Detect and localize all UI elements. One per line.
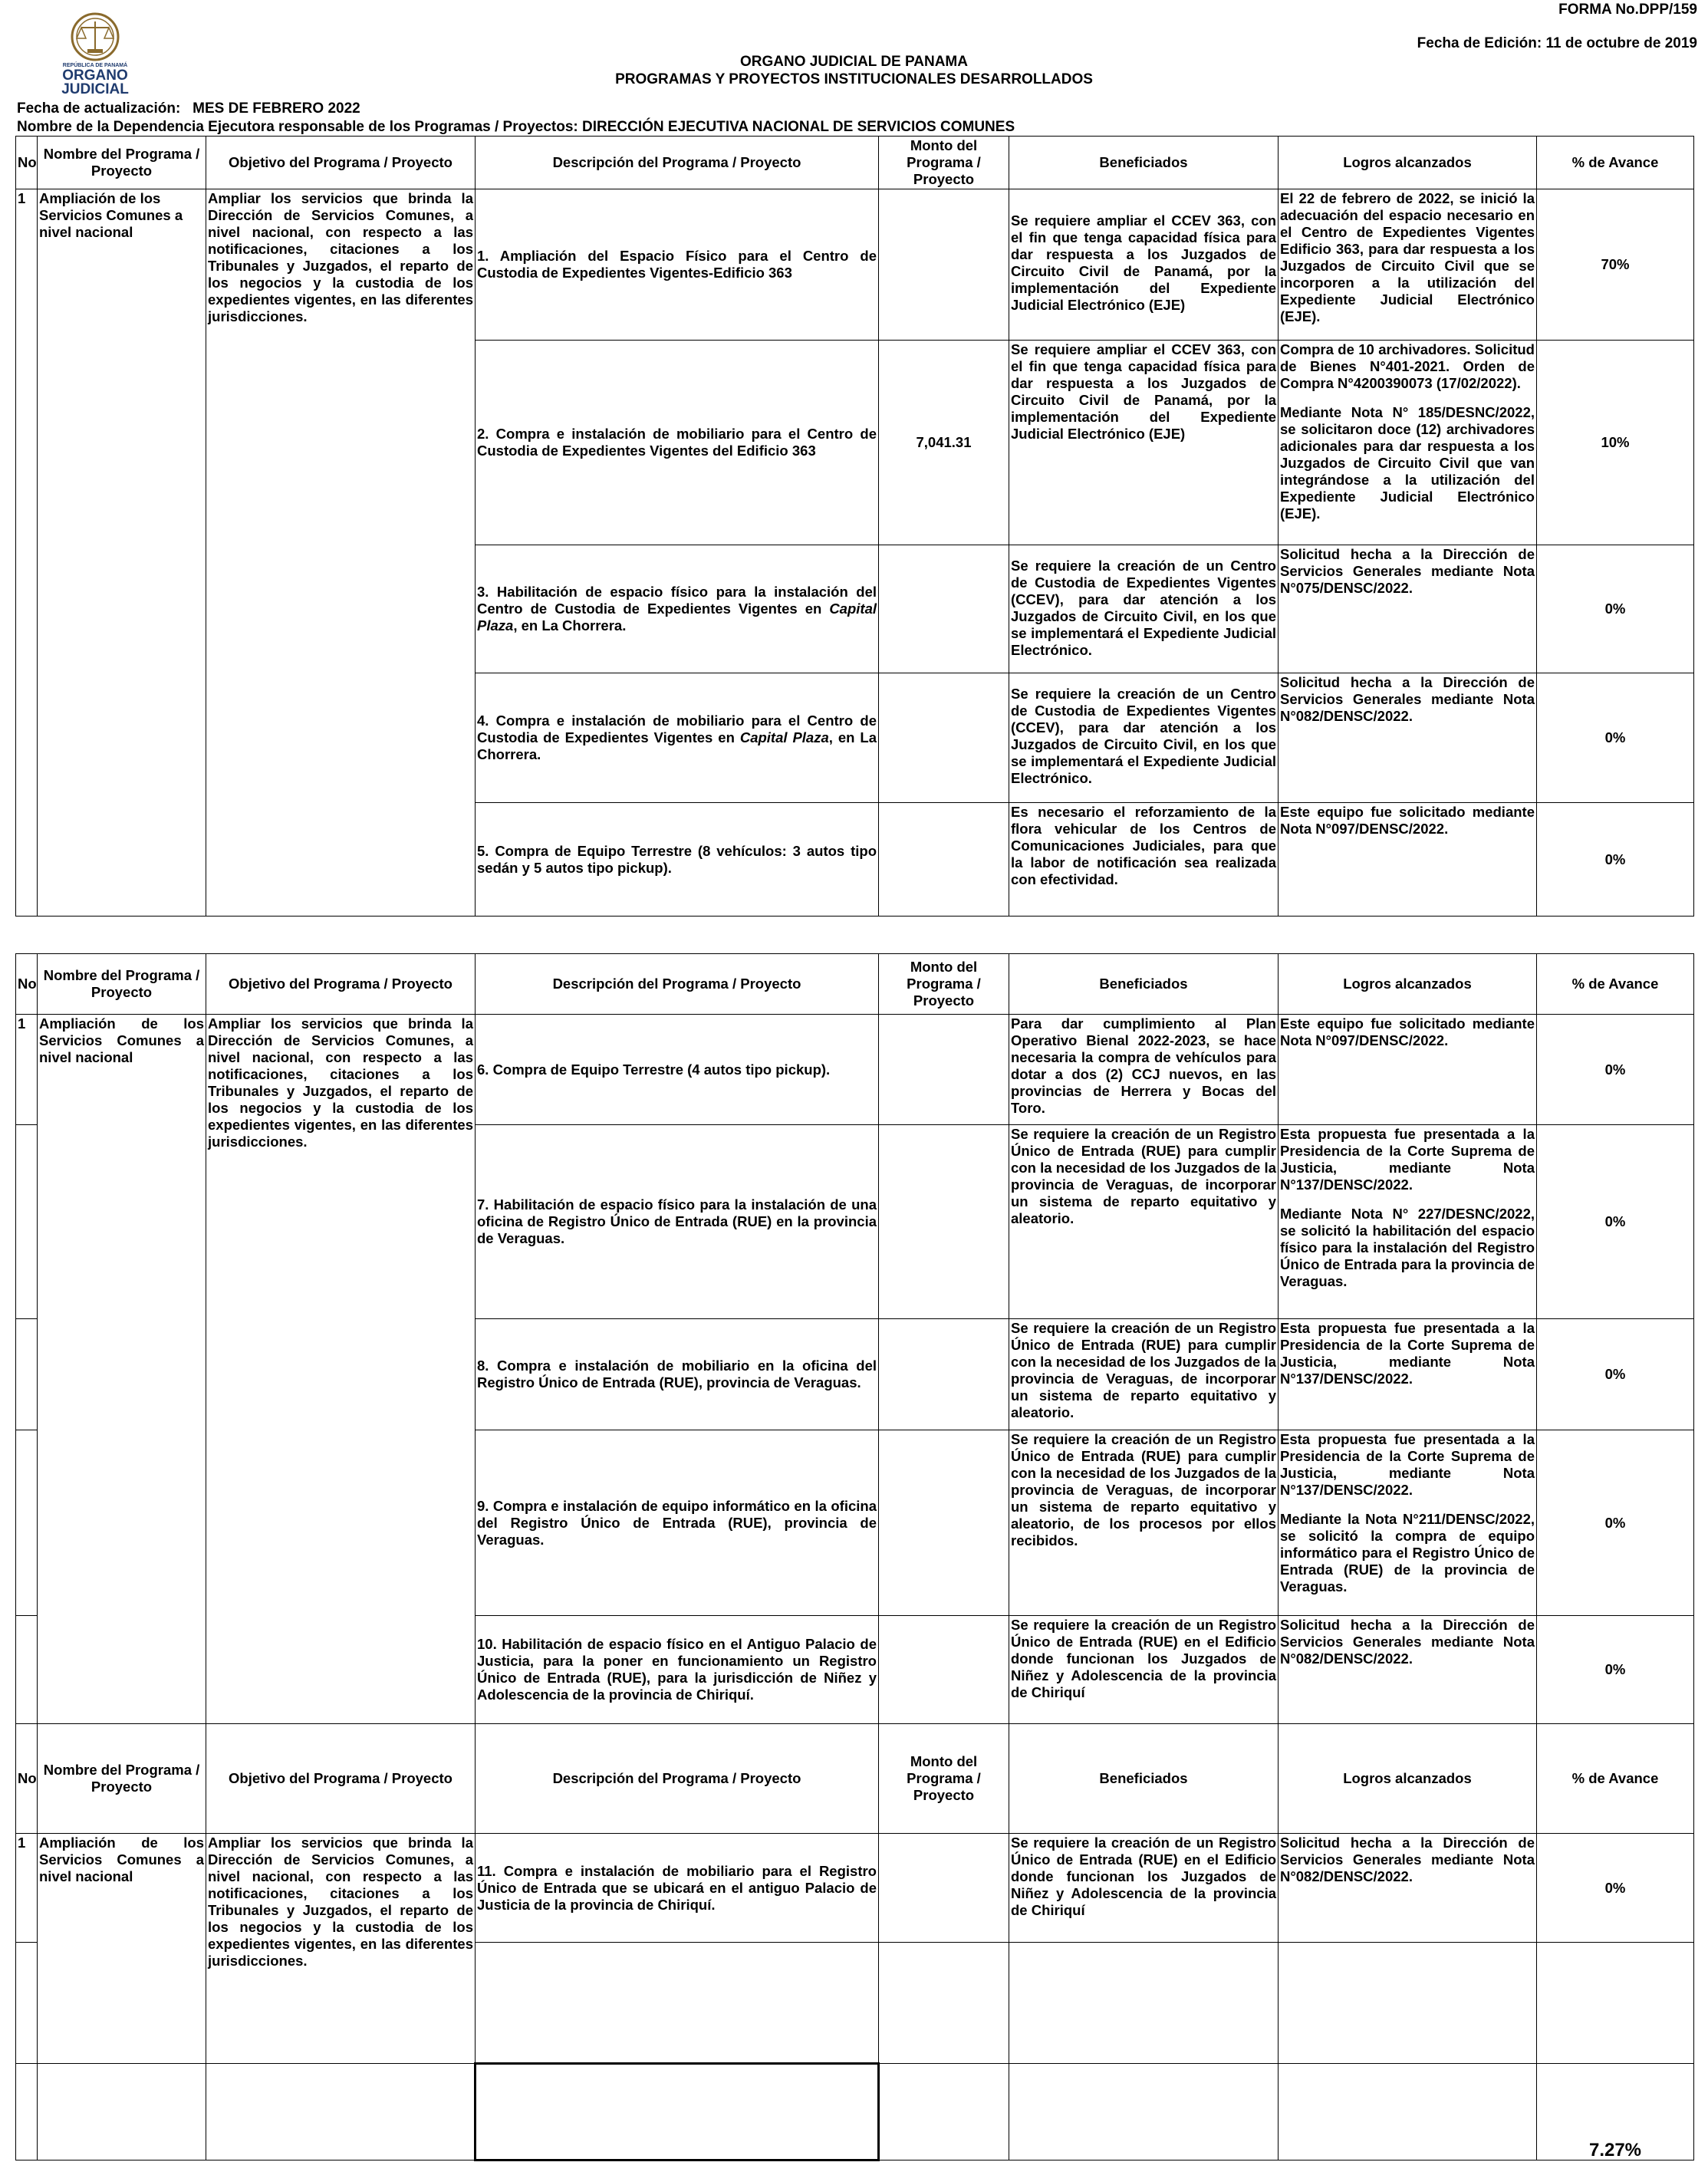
edition-date: Fecha de Edición: 11 de octubre de 2019 bbox=[1417, 35, 1697, 51]
form-code: FORMA No.DPP/159 bbox=[1558, 2, 1697, 18]
empty-cell bbox=[1537, 1943, 1694, 2064]
program-no: 1 bbox=[16, 1015, 38, 1125]
empty-cell bbox=[476, 2064, 879, 2160]
row-beneficiaries: Se requiere la creación de un Centro de Custodia de Expedientes Vigentes (CCEV), para dar atención a los Juzgados de Circuito Civil, en los que se implementará el Expediente Judicial Electrónico. bbox=[1009, 673, 1279, 803]
achievement-text: Compra de 10 archivadores. Solicitud de Bienes N°401-2021. Orden de Compra N°4200390073 (17/02/2022). bbox=[1280, 341, 1535, 391]
desc-text: 3. Habilitación de espacio físico para la instalación del Centro de Custodia de Expedientes Vigentes en bbox=[477, 584, 877, 617]
row-beneficiaries: Se requiere la creación de un Registro Único de Entrada (RUE) para cumplir con la necesidad de los Juzgados de la provincia de Veraguas, de incorporar un sistema de reparto equitativo y aleatorio, de los procesos por ellos recibidos. bbox=[1009, 1430, 1279, 1616]
row-beneficiaries: Se requiere ampliar el CCEV 363, con el fin que tenga capacidad física para dar respuesta a los Juzgados de Circuito Civil de Panamá, por la implementación del Expediente Judicial Electrónico (EJE) bbox=[1009, 189, 1279, 341]
row-amount bbox=[879, 1125, 1009, 1319]
col-name: Nombre del Programa / Proyecto bbox=[38, 1724, 206, 1834]
logo-word-1: ORGANO bbox=[62, 67, 128, 84]
row-progress: 0% bbox=[1537, 1616, 1694, 1724]
empty-cell bbox=[16, 1125, 38, 1319]
row-beneficiaries: Se requiere ampliar el CCEV 363, con el fin que tenga capacidad física para dar respuesta a los Juzgados de Circuito Civil de Panamá, por la implementación del Expediente Judicial Electrónico (EJE) bbox=[1009, 341, 1279, 545]
row-achievements: Solicitud hecha a la Dirección de Servicios Generales mediante Nota N°082/DENSC/2022. bbox=[1279, 673, 1537, 803]
empty-cell bbox=[16, 1616, 38, 1724]
program-no: 1 bbox=[16, 1834, 38, 1943]
row-description: 5. Compra de Equipo Terrestre (8 vehículos: 3 autos tipo sedán y 5 autos tipo pickup). bbox=[476, 803, 879, 917]
desc-place: Capital Plaza bbox=[739, 729, 829, 745]
empty-cell bbox=[38, 2064, 206, 2160]
col-amount: Monto del Programa / Proyecto bbox=[879, 954, 1009, 1015]
row-progress: 0% bbox=[1537, 1125, 1694, 1319]
col-achievements: Logros alcanzados bbox=[1279, 1724, 1537, 1834]
row-amount bbox=[879, 1015, 1009, 1125]
program-no: 1 bbox=[16, 189, 38, 917]
col-description: Descripción del Programa / Proyecto bbox=[476, 1724, 879, 1834]
update-date bbox=[17, 100, 360, 117]
row-description bbox=[476, 545, 879, 673]
table-row bbox=[16, 1834, 1694, 1943]
col-no: No bbox=[16, 1724, 38, 1834]
header-row bbox=[16, 137, 1694, 189]
row-achievements: Solicitud hecha a la Dirección de Servicios Generales mediante Nota N°075/DENSC/2022. bbox=[1279, 545, 1537, 673]
col-description: Descripción del Programa / Proyecto bbox=[476, 137, 879, 189]
row-description: 2. Compra e instalación de mobiliario para el Centro de Custodia de Expedientes Vigentes del Edificio 363 bbox=[476, 341, 879, 545]
col-objective: Objetivo del Programa / Proyecto bbox=[206, 954, 476, 1015]
row-beneficiaries: Se requiere la creación de un Registro Único de Entrada (RUE) para cumplir con la necesidad de los Juzgados de la provincia de Veraguas, de incorporar un sistema de reparto equitativo y aleatorio. bbox=[1009, 1319, 1279, 1430]
row-amount bbox=[879, 803, 1009, 917]
col-name: Nombre del Programa / Proyecto bbox=[38, 137, 206, 189]
projects-table-1 bbox=[15, 136, 1694, 917]
row-description: 10. Habilitación de espacio físico en el Antiguo Palacio de Justicia, para la poner en funcionamiento un Registro Único de Entrada (RUE), para la jurisdicción de Niñez y Adolescencia de la provincia de Chiriquí. bbox=[476, 1616, 879, 1724]
col-beneficiaries: Beneficiados bbox=[1009, 1724, 1279, 1834]
col-description: Descripción del Programa / Proyecto bbox=[476, 954, 879, 1015]
row-progress: 0% bbox=[1537, 1015, 1694, 1125]
row-progress: 0% bbox=[1537, 673, 1694, 803]
empty-cell bbox=[1279, 1943, 1537, 2064]
desc-text: 4. Compra e instalación de mobiliario para el Centro de Custodia de Expedientes Vigentes en bbox=[477, 712, 877, 745]
row-achievements: Este equipo fue solicitado mediante Nota N°097/DENSC/2022. bbox=[1279, 803, 1537, 917]
row-achievements bbox=[1279, 341, 1537, 545]
empty-cell bbox=[879, 2064, 1009, 2160]
program-name: Ampliación de los Servicios Comunes a nivel nacional bbox=[38, 1834, 206, 2064]
row-beneficiaries: Se requiere la creación de un Registro Único de Entrada (RUE) para cumplir con la necesidad de los Juzgados de la provincia de Veraguas, de incorporar un sistema de reparto equitativo y aleatorio. bbox=[1009, 1125, 1279, 1319]
table-row bbox=[16, 189, 1694, 341]
row-amount bbox=[879, 1430, 1009, 1616]
header-row bbox=[16, 954, 1694, 1015]
row-description: 6. Compra de Equipo Terrestre (4 autos tipo pickup). bbox=[476, 1015, 879, 1125]
row-achievements: El 22 de febrero de 2022, se inició la adecuación del espacio necesario en el Centro de Expedientes Vigentes Edificio 363, para dar respuesta a los Juzgados de Circuito Civil que se incorporen a la utilización del Expediente Judicial Electrónico (EJE). bbox=[1279, 189, 1537, 341]
empty-cell bbox=[16, 1943, 38, 2064]
logo-word-2: JUDICIAL bbox=[61, 81, 129, 97]
empty-cell bbox=[16, 2064, 38, 2160]
col-objective: Objetivo del Programa / Proyecto bbox=[206, 137, 476, 189]
row-beneficiaries: Se requiere la creación de un Registro Único de Entrada (RUE) en el Edificio donde funcionan los Juzgados de Niñez y Adolescencia de la provincia de Chiriquí bbox=[1009, 1834, 1279, 1943]
col-beneficiaries: Beneficiados bbox=[1009, 137, 1279, 189]
achievement-text: Mediante la Nota N°211/DENSC/2022, se solicitó la compra de equipo informático para el Registro Único de Entrada (RUE) de la provincia de Veraguas. bbox=[1280, 1511, 1535, 1594]
update-label: Fecha de actualización: bbox=[17, 100, 181, 117]
row-progress: 70% bbox=[1537, 189, 1694, 341]
total-progress: 7.27% bbox=[1537, 2064, 1694, 2160]
col-name: Nombre del Programa / Proyecto bbox=[38, 954, 206, 1015]
row-progress: 0% bbox=[1537, 1834, 1694, 1943]
page-subtitle: PROGRAMAS Y PROYECTOS INSTITUCIONALES DESARROLLADOS bbox=[615, 71, 1093, 87]
achievement-text: Mediante Nota N° 227/DESNC/2022, se solicitó la habilitación del espacio físico para la instalación del Registro Único de Entrada para la provincia de Veraguas. bbox=[1280, 1206, 1535, 1289]
row-amount bbox=[879, 1616, 1009, 1724]
program-objective: Ampliar los servicios que brinda la Dirección de Servicios Comunes, a nivel nacional, con respecto a las notificaciones, citaciones a los Tribunales y Juzgados, el reparto de los negocios y la custodia de los expedientes vigentes, en las diferentes jurisdicciones. bbox=[206, 1015, 476, 1724]
row-achievements: Solicitud hecha a la Dirección de Servicios Generales mediante Nota N°082/DENSC/2022. bbox=[1279, 1834, 1537, 1943]
update-value: MES DE FEBRERO 2022 bbox=[193, 100, 360, 117]
col-no: No bbox=[16, 954, 38, 1015]
row-amount bbox=[879, 1319, 1009, 1430]
empty-cell bbox=[206, 2064, 476, 2160]
row-progress: 0% bbox=[1537, 545, 1694, 673]
col-progress: % de Avance bbox=[1537, 1724, 1694, 1834]
desc-text: , en La Chorrera. bbox=[513, 617, 627, 634]
row-amount bbox=[879, 189, 1009, 341]
row-progress: 10% bbox=[1537, 341, 1694, 545]
row-description bbox=[476, 673, 879, 803]
row-progress: 0% bbox=[1537, 1319, 1694, 1430]
empty-cell bbox=[16, 1319, 38, 1430]
achievement-text: Esta propuesta fue presentada a la Presidencia de la Corte Suprema de Justicia, mediante Nota N°137/DENSC/2022. bbox=[1280, 1126, 1535, 1193]
row-description: 1. Ampliación del Espacio Físico para el Centro de Custodia de Expedientes Vigentes-Edificio 363 bbox=[476, 189, 879, 341]
col-progress: % de Avance bbox=[1537, 954, 1694, 1015]
program-name: Ampliación de los Servicios Comunes a nivel nacional bbox=[38, 189, 206, 917]
row-description: 9. Compra e instalación de equipo informático en la oficina del Registro Único de Entrada (RUE), provincia de Veraguas. bbox=[476, 1430, 879, 1616]
row-progress: 0% bbox=[1537, 1430, 1694, 1616]
row-beneficiaries: Se requiere la creación de un Registro Único de Entrada (RUE) en el Edificio donde funcionan los Juzgados de Niñez y Adolescencia de la provincia de Chiriquí bbox=[1009, 1616, 1279, 1724]
col-objective: Objetivo del Programa / Proyecto bbox=[206, 1724, 476, 1834]
col-amount: Monto del Programa / Proyecto bbox=[879, 137, 1009, 189]
empty-cell bbox=[1279, 2064, 1537, 2160]
row-amount: 7,041.31 bbox=[879, 341, 1009, 545]
org-title: ORGANO JUDICIAL DE PANAMA bbox=[740, 54, 968, 70]
row-achievements: Esta propuesta fue presentada a la Presidencia de la Corte Suprema de Justicia, mediante Nota N°137/DENSC/2022. bbox=[1279, 1319, 1537, 1430]
total-row bbox=[16, 2064, 1694, 2160]
program-name: Ampliación de los Servicios Comunes a nivel nacional bbox=[38, 1015, 206, 1724]
col-amount: Monto del Programa / Proyecto bbox=[879, 1724, 1009, 1834]
row-achievements bbox=[1279, 1430, 1537, 1616]
empty-cell bbox=[476, 1943, 879, 2064]
empty-cell bbox=[1009, 1943, 1279, 2064]
empty-cell bbox=[1009, 2064, 1279, 2160]
col-beneficiaries: Beneficiados bbox=[1009, 954, 1279, 1015]
col-no: No bbox=[16, 137, 38, 189]
row-beneficiaries: Se requiere la creación de un Centro de Custodia de Expedientes Vigentes (CCEV), para dar atención a los Juzgados de Circuito Civil, en los que se implementará el Expediente Judicial Electrónico. bbox=[1009, 545, 1279, 673]
empty-cell bbox=[879, 1943, 1009, 2064]
col-achievements: Logros alcanzados bbox=[1279, 954, 1537, 1015]
row-beneficiaries: Para dar cumplimiento al Plan Operativo Bienal 2022-2023, se hace necesaria la compra de vehículos para dotar a dos (2) CCJ nuevos, en las provincias de Herrera y Bocas del Toro. bbox=[1009, 1015, 1279, 1125]
empty-cell bbox=[16, 1430, 38, 1616]
col-progress: % de Avance bbox=[1537, 137, 1694, 189]
row-amount bbox=[879, 545, 1009, 673]
desc-place: Capital Plaza bbox=[477, 601, 877, 634]
row-amount bbox=[879, 1834, 1009, 1943]
logo-small-text: REPÚBLICA DE PANAMÁ bbox=[62, 63, 128, 68]
header-row bbox=[16, 1724, 1694, 1834]
row-progress: 0% bbox=[1537, 803, 1694, 917]
col-achievements: Logros alcanzados bbox=[1279, 137, 1537, 189]
row-amount bbox=[879, 673, 1009, 803]
achievement-text: Mediante Nota N° 185/DESNC/2022, se solicitaron doce (12) archivadores adicionales para dar respuesta a los Juzgados de Circuito Civil que van integrándose a la utilización del Expediente Judicial Electrónico (EJE). bbox=[1280, 404, 1535, 522]
row-achievements: Solicitud hecha a la Dirección de Servicios Generales mediante Nota N°082/DENSC/2022. bbox=[1279, 1616, 1537, 1724]
table-row bbox=[16, 1015, 1694, 1125]
achievement-text: Esta propuesta fue presentada a la Presidencia de la Corte Suprema de Justicia, mediante Nota N°137/DENSC/2022. bbox=[1280, 1431, 1535, 1498]
row-description: 11. Compra e instalación de mobiliario para el Registro Único de Entrada que se ubicará en el antiguo Palacio de Justicia de la provincia de Chiriquí. bbox=[476, 1834, 879, 1943]
row-description: 7. Habilitación de espacio físico para la instalación de una oficina de Registro Único de Entrada (RUE) en la provincia de Veraguas. bbox=[476, 1125, 879, 1319]
row-achievements bbox=[1279, 1125, 1537, 1319]
row-achievements: Este equipo fue solicitado mediante Nota N°097/DENSC/2022. bbox=[1279, 1015, 1537, 1125]
dependency-name: Nombre de la Dependencia Ejecutora responsable de los Programas / Proyectos: DIRECCIÓN EJECUTIVA NACIONAL DE SERVICIOS COMUNES bbox=[17, 119, 1015, 135]
row-beneficiaries: Es necesario el reforzamiento de la flora vehicular de los Centros de Comunicaciones Judiciales, para que la labor de notificación sea realizada con efectividad. bbox=[1009, 803, 1279, 917]
projects-table-2 bbox=[15, 953, 1694, 2161]
row-description: 8. Compra e instalación de mobiliario en la oficina del Registro Único de Entrada (RUE), provincia de Veraguas. bbox=[476, 1319, 879, 1430]
program-objective: Ampliar los servicios que brinda la Dirección de Servicios Comunes, a nivel nacional, con respecto a las notificaciones, citaciones a los Tribunales y Juzgados, el reparto de los negocios y la custodia de los expedientes vigentes, en las diferentes jurisdicciones. bbox=[206, 189, 476, 917]
desc-text: , en La Chorrera. bbox=[477, 729, 877, 762]
program-objective: Ampliar los servicios que brinda la Dirección de Servicios Comunes, a nivel nacional, con respecto a las notificaciones, citaciones a los Tribunales y Juzgados, el reparto de los negocios y la custodia de los expedientes vigentes, en las diferentes jurisdicciones. bbox=[206, 1834, 476, 2064]
